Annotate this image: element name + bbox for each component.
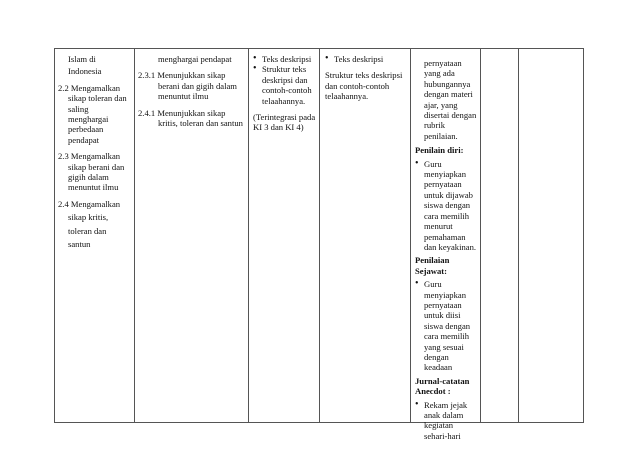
material-cell <box>253 54 319 133</box>
text-line: menghargai pendapat <box>158 54 232 64</box>
list-item <box>253 64 319 106</box>
activity-cell <box>325 54 411 102</box>
text-line: Struktur teks deskripsi <box>325 70 403 81</box>
text-line: santun <box>68 239 91 250</box>
text-line: siswa dengan <box>424 200 471 211</box>
text-line: menyiapkan <box>424 289 466 300</box>
list-item <box>415 159 479 253</box>
text-line: anak dalam <box>424 410 464 420</box>
text-line: yang ada <box>424 68 455 79</box>
text-line: hubungannya <box>424 78 471 89</box>
empty-cell <box>481 48 517 422</box>
empty-cell <box>519 48 582 422</box>
text-line: siswa dengan <box>424 320 471 331</box>
text-line: gigih dalam <box>68 172 109 183</box>
text-line: berani dan gigih dalam <box>158 80 237 91</box>
text-line: pernyataan <box>424 58 462 68</box>
text-line: pendapat <box>68 134 100 145</box>
text-line: dan keyakinan. <box>424 241 477 252</box>
text-line: menurut <box>424 221 453 232</box>
text-line: KI 3 dan KI 4) <box>253 122 304 133</box>
text-line: pemahaman <box>424 231 466 242</box>
text-line: menghargai <box>68 114 109 125</box>
text-line: dengan <box>424 351 449 362</box>
text-line: telaahannya. <box>325 91 369 102</box>
text-line: cara memilih <box>424 210 470 221</box>
text-line: menyiapkan <box>424 169 466 180</box>
text-line: dengan materi <box>424 89 473 100</box>
indicator-cell <box>138 54 248 128</box>
text-line: menuntut ilmu <box>68 182 119 193</box>
text-line: kritis, toleran dan santun <box>158 118 243 129</box>
list-item <box>415 400 479 442</box>
text-line: sehari-hari <box>424 430 461 441</box>
text-line: saling <box>68 103 89 114</box>
list-item: • Teks deskripsi <box>325 54 411 64</box>
column-divider <box>583 48 584 423</box>
text-line: kegiatan <box>424 420 454 431</box>
list-item <box>415 279 479 373</box>
text-line: Islam di <box>68 54 96 64</box>
text-line: perbedaan <box>68 124 104 135</box>
text-line: deskripsi dan <box>262 74 308 85</box>
competency-cell <box>58 54 132 250</box>
text-line: disertai dengan <box>424 110 477 121</box>
text-line: • Guru <box>424 279 442 290</box>
assessment-cell <box>415 58 479 441</box>
text-line: keadaan <box>424 362 453 373</box>
journal-heading: Jurnal-catatan <box>415 375 470 386</box>
peer-assessment-heading: Penilaian <box>415 255 450 266</box>
text-line: contoh-contoh <box>262 85 312 96</box>
text-line: untuk dijawab <box>424 189 473 200</box>
text-line: sikap toleran dan <box>68 93 127 104</box>
text-line: menuntut ilmu <box>158 91 209 102</box>
kd-2-4: 2.4 Mengamalkan <box>58 198 121 209</box>
column-divider <box>319 48 320 423</box>
text-line: pernyataan <box>424 299 462 310</box>
text-line: ajar, yang <box>424 99 458 110</box>
text-line: penilaian. <box>424 130 458 141</box>
indicator-2-4-1: 2.4.1 Menunjukkan sikap <box>138 107 226 118</box>
column-divider <box>410 48 411 423</box>
text-line: sikap berani dan <box>68 161 125 172</box>
text-line: • Struktur teks <box>262 64 307 75</box>
column-divider <box>248 48 249 423</box>
column-divider <box>54 48 55 423</box>
list-item: • Teks deskripsi <box>253 54 319 64</box>
text-line: rubrik <box>424 120 446 131</box>
journal-heading: Anecdot : <box>415 386 451 397</box>
text-line: toleran dan <box>68 225 107 236</box>
text-line: • Guru <box>424 158 442 169</box>
text-line: • Rekam jejak <box>424 399 468 410</box>
kd-2-2: 2.2 Mengamalkan <box>58 82 121 93</box>
text-line: cara memilih <box>424 331 470 342</box>
text-line: dan contoh-contoh <box>325 80 390 91</box>
text-line: Indonesia <box>68 66 102 77</box>
text-line: sikap kritis, <box>68 212 109 223</box>
indicator-2-3-1: 2.3.1 Menunjukkan sikap <box>138 70 226 81</box>
text-line: (Terintegrasi pada <box>253 112 316 123</box>
text-line: pernyataan <box>424 179 462 190</box>
table <box>54 48 584 441</box>
kd-2-3: 2.3 Mengamalkan <box>58 151 121 162</box>
self-assessment-heading: Penilain diri: <box>415 145 464 156</box>
text-line: untuk diisi <box>424 310 461 321</box>
text-line: telaahannya. <box>262 95 306 106</box>
column-divider <box>134 48 135 423</box>
peer-assessment-heading: Sejawat: <box>415 265 447 276</box>
text-line: yang sesuai <box>424 341 464 352</box>
